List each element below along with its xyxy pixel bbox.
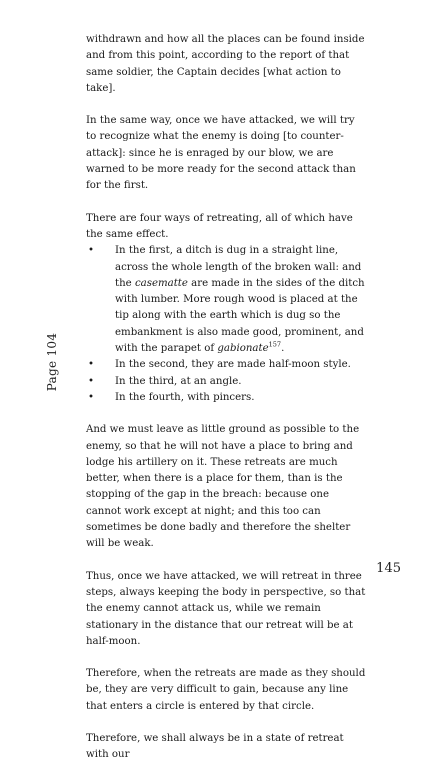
list-item: • In the third, at an angle. [86, 374, 366, 390]
list-item: • In the fourth, with pincers. [86, 390, 366, 406]
retreat-methods-list [86, 243, 366, 406]
list-item: • In the second, they are made half-moon style. [86, 357, 366, 373]
footnote-marker: 157 [268, 340, 282, 349]
paragraph-5: Thus, once we have attacked, we will retreat in three steps, always keeping the body in perspective, so that the enemy cannot attack us, while we remain stationary in the distance that our retreat will be at half-moon. [86, 570, 366, 647]
paragraph-7: Therefore, we shall always be in a state of retreat with our [86, 732, 344, 761]
page-number: 145 [376, 561, 401, 576]
term-casematte: casematte [134, 277, 188, 289]
bullet-1-text-c: . [281, 343, 285, 355]
bullet-1-text-a: In the first, a ditch is dug in a straight line, across the whole length of the broken wall: and the [115, 245, 362, 289]
paragraph-2: In the same way, once we have attacked, we will try to recognize what the enemy is doing [to counter-attack]: since he is enraged by our blow, we are warned to be more ready for the second attack than for the first. [86, 115, 356, 192]
list-item [86, 243, 366, 357]
side-page-label: Page 104 [45, 332, 59, 392]
paragraph-6: Therefore, when the retreats are made as they should be, they are very difficult to gain, because any line that enters a circle is entered by that circle. [86, 668, 366, 712]
paragraph-1: withdrawn and how all the places can be found inside and from this point, according to the report of that same soldier, the Captain decides [what action to take]. [86, 34, 365, 94]
term-gabionate: gabionate [217, 343, 269, 355]
body-text [86, 32, 366, 764]
paragraph-3: There are four ways of retreating, all of which have the same effect. [86, 212, 353, 240]
bullet-1-text-b: are made in the sides of the ditch with lumber. More rough wood is placed at the tip along with the earth which is dug so the embankment is also made good, prominent, and with the parapet of [115, 277, 365, 355]
paragraph-4: And we must leave as little ground as possible to the enemy, so that he will not have a place to bring and lodge his artillery on it. These retreats are much better, when there is a place for them, than is the stopping of the gap in the breach: because one cannot work except at night; and this too can sometimes be done badly and therefore the shelter will be weak. [86, 424, 360, 550]
